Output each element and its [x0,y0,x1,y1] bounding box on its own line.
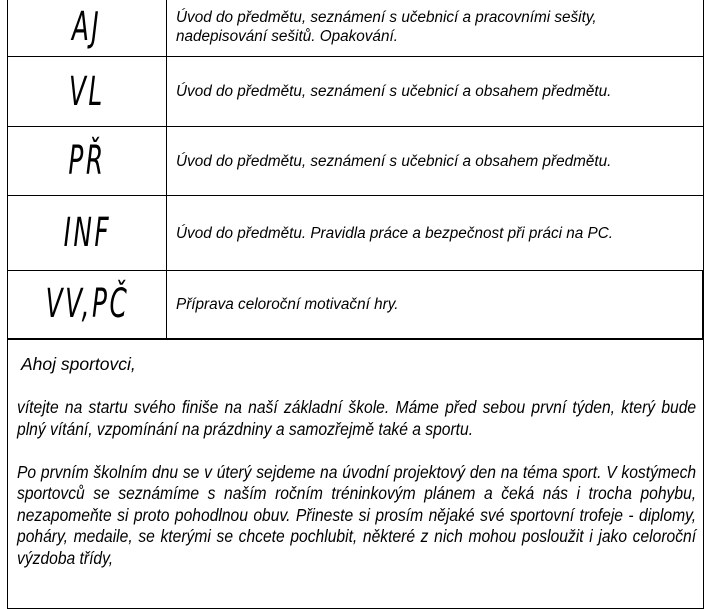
letter-body [8,340,705,591]
description-cell [167,57,703,126]
table-row [7,270,704,339]
description-text: Příprava celoroční motivační hry. [176,295,399,313]
table-row [7,127,704,196]
subject-label: VV,PČ [45,281,129,327]
subject-cell [8,196,167,270]
subject-cell [8,127,167,195]
subject-cell [8,0,167,56]
paragraph-text: vítejte na startu svého finiše na naší základní škole. Máme před sebou první týden, který bude plný vítání, vzpomínání na prázdniny a samozřejmě také a sportu. [17,397,697,439]
table-row [7,0,704,57]
description-cell [167,0,703,56]
description-text: Úvod do předmětu, seznámení s učebnicí a pracovními sešity, nadepisování sešitů. Opakování. [176,9,597,45]
letter-paragraph [17,397,696,440]
table-row [7,56,704,127]
letter-paragraph [17,462,696,570]
subject-cell [8,57,167,126]
subject-label: VL [69,68,105,115]
description-text: Úvod do předmětu. Pravidla práce a bezpečnost při práci na PC. [176,224,614,242]
subject-label: PŘ [68,138,106,184]
description-cell [167,127,703,195]
description-cell [167,196,703,270]
description-text: Úvod do předmětu, seznámení s učebnicí a obsahem předmětu. [176,83,612,100]
table-row [7,195,704,271]
description-cell [167,270,702,338]
greeting-text: Ahoj sportovci, [21,354,136,374]
description-text: Úvod do předmětu, seznámení s učebnicí a obsahem předmětu. [176,152,612,170]
paragraph-text: Po prvním školním dnu se v úterý sejdeme na úvodní projektový den na téma sport. V kostýmech sportovců se seznámíme s naším ročním tréninkovým plánem a čeká nás i trocha pohybu, nezapomeňte si proto pohodlnou obuv. Přineste si prosím nějaké své sportovní trofeje - diplomy, poháry, medaile, se kterými se chcete pochlubit, některé z nich mohou posloužit i jako celoroční výzdoba třídy, [17,461,697,568]
subject-label: AJ [72,4,102,50]
subject-label: INF [63,210,111,256]
letter-box [7,339,704,609]
letter-greeting [17,354,696,376]
subject-cell [8,270,167,338]
